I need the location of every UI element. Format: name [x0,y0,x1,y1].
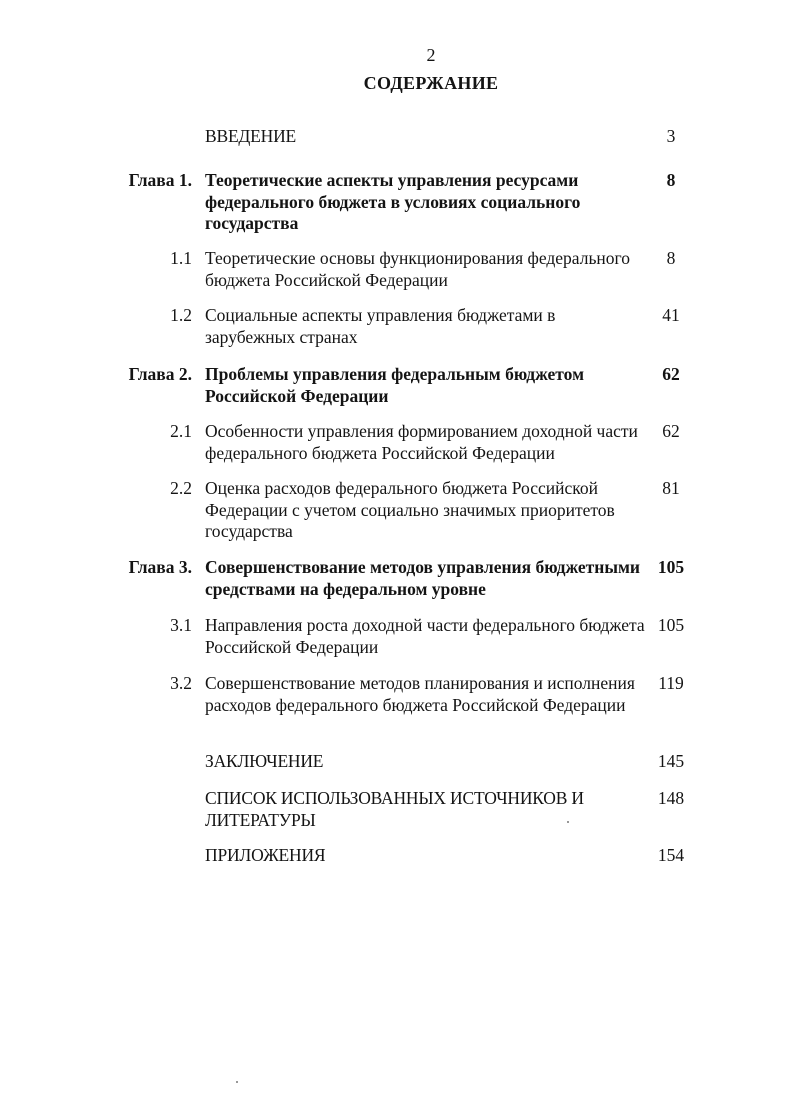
toc-entry-title: ЗАКЛЮЧЕНИЕ [205,751,324,771]
toc-entry-label: 1.2 [170,305,192,325]
toc-entry-label: Глава 1. [128,170,192,190]
toc-entry-title: Оценка расходов федерального бюджета Российской Федерации с учетом социально значимых приоритетов государства [205,478,615,541]
toc-entry-title: Теоретические аспекты управления ресурсами федерального бюджета в условиях социального государства [205,170,581,233]
toc-entry-page: 41 [662,305,680,325]
toc-entry-page: 105 [657,615,685,635]
toc-entry-title: ПРИЛОЖЕНИЯ [205,845,326,865]
page-number: 2 [426,45,436,65]
page-title: СОДЕРЖАНИЕ [363,73,499,93]
toc-entry-page: 145 [657,751,685,771]
toc-entry-title: ВВЕДЕНИЕ [205,126,297,146]
scan-speck [236,1081,238,1083]
toc-entry-title: Теоретические основы функционирования федерального бюджета Российской Федерации [205,248,631,290]
toc-entry-title: Особенности управления формированием доходной части федерального бюджета Российской Федерации [205,421,638,463]
toc-entry-title: Совершенствование методов управления бюджетными средствами на федеральном уровне [205,557,641,599]
toc-entry-page: 148 [657,788,685,808]
toc-entry-page: 105 [657,557,685,577]
toc-entry-label: 3.2 [170,673,192,693]
toc-entry-page: 8 [666,248,676,268]
toc-entry-title: СПИСОК ИСПОЛЬЗОВАННЫХ ИСТОЧНИКОВ И ЛИТЕРАТУРЫ [205,788,584,830]
toc-entry-page: 3 [666,126,676,146]
toc-entry-label: 3.1 [170,615,192,635]
toc-entry-label: 2.2 [170,478,192,498]
toc-entry-label: Глава 2. [128,364,192,384]
toc-entry-page: 119 [658,673,684,693]
scan-speck [567,821,569,823]
toc-entry-page: 62 [662,421,680,441]
toc-entry-page: 81 [662,478,680,498]
toc-entry-title: Социальные аспекты управления бюджетами в зарубежных странах [205,305,556,347]
toc-entry-title: Направления роста доходной части федерального бюджета Российской Федерации [205,615,645,657]
toc-entry-page: 8 [666,170,676,190]
toc-entry-page: 154 [657,845,685,865]
toc-entry-title: Совершенствование методов планирования и исполнения расходов федерального бюджета Российской Федерации [205,673,635,715]
toc-entry-label: Глава 3. [128,557,192,577]
toc-entry-page: 62 [662,364,680,384]
toc-entry-title: Проблемы управления федеральным бюджетом Российской Федерации [205,364,585,406]
toc-entry-label: 2.1 [170,421,192,441]
toc-entry-label: 1.1 [170,248,192,268]
